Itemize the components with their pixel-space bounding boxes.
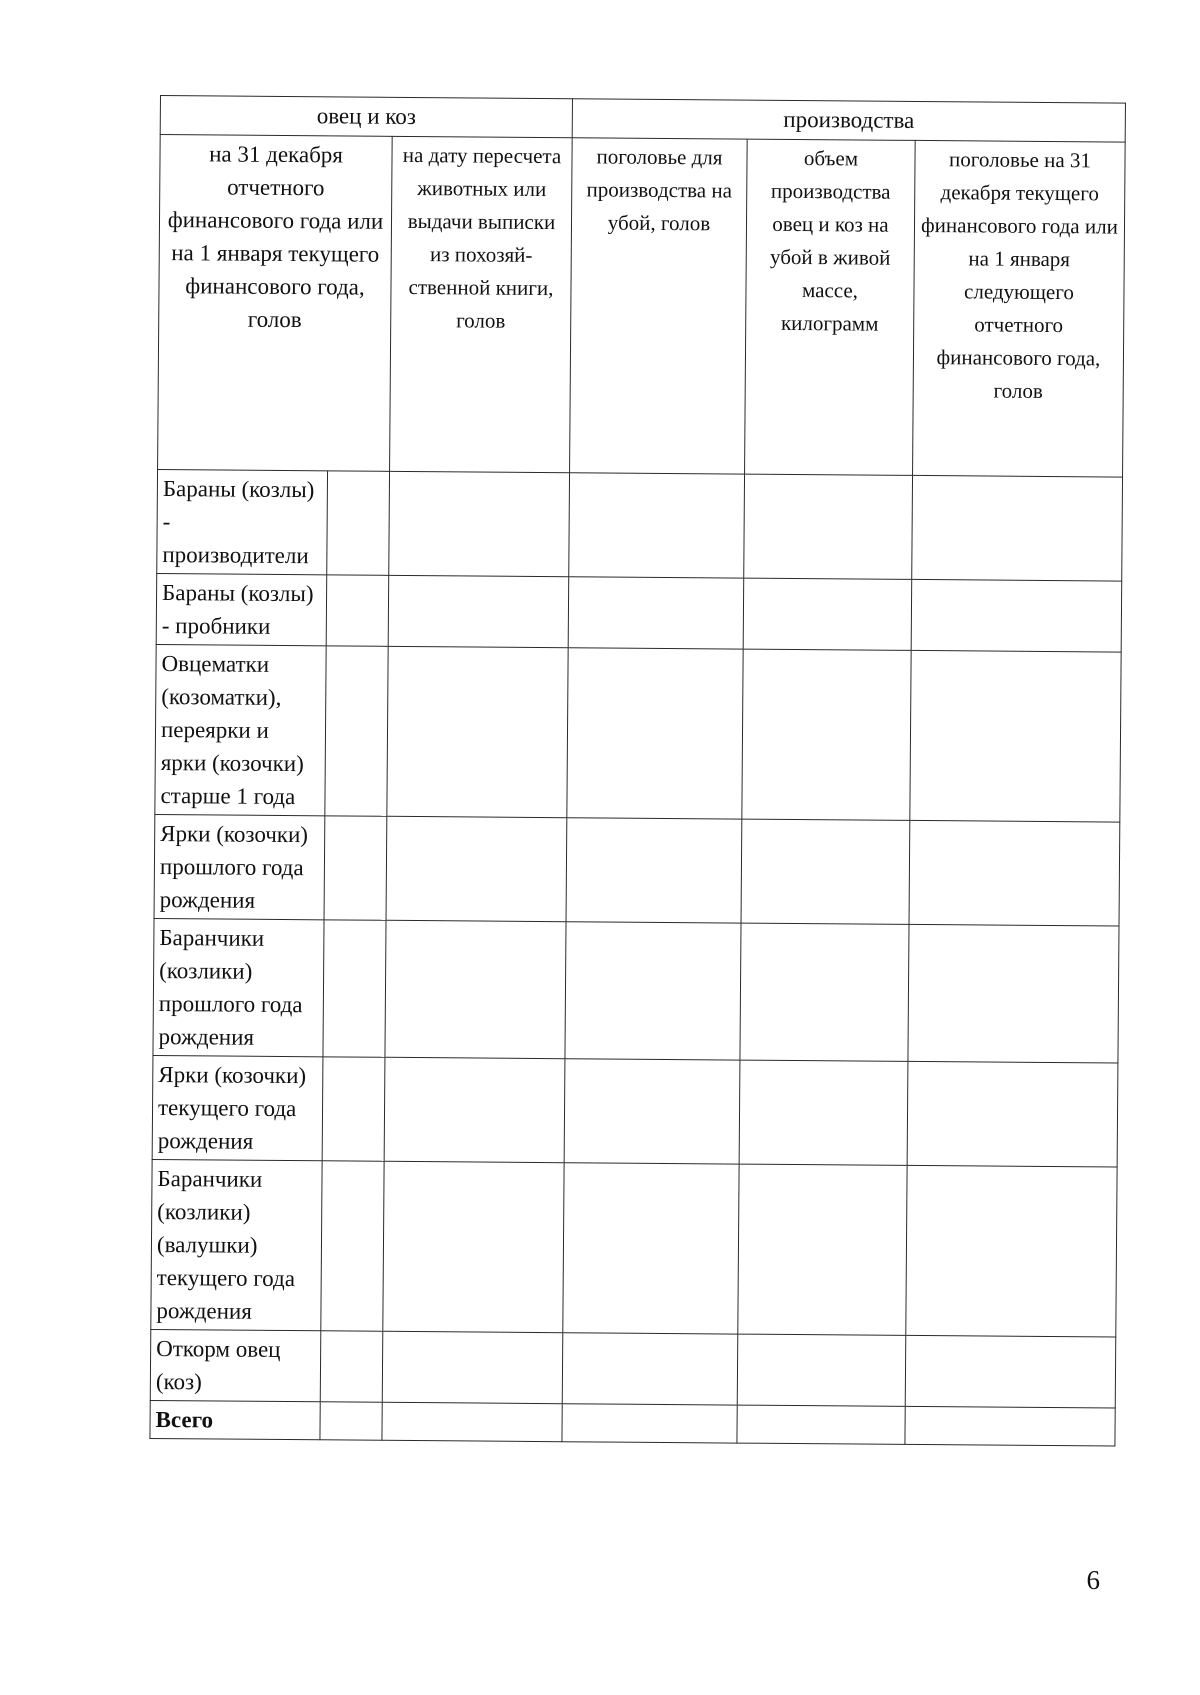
table-row [151, 1159, 1117, 1337]
table-cell[interactable] [387, 646, 568, 817]
row-label: Баранчики (козлики) (валушки) текущего года рождения [151, 1159, 322, 1330]
row-label: Овцематки (козоматки), переярки и ярки (козочки) старше 1 года [155, 644, 326, 815]
table-cell[interactable] [912, 475, 1123, 581]
table-cell[interactable] [321, 1161, 384, 1331]
table-cell[interactable] [737, 1334, 906, 1406]
livestock-table [149, 95, 1126, 1447]
table-cell[interactable] [385, 920, 566, 1058]
row-label: Бараны (козлы) - производители [157, 469, 328, 574]
table-cell[interactable] [563, 1163, 739, 1334]
table-cell[interactable] [568, 577, 744, 649]
table-row [155, 644, 1121, 822]
table-row [157, 469, 1123, 581]
column-header-slaughter-count: поголовье для производства на убой, голов [570, 138, 748, 474]
column-header-row [158, 135, 1126, 478]
table-cell[interactable] [907, 1061, 1118, 1167]
total-row [150, 1400, 1115, 1446]
table-cell[interactable] [384, 1057, 565, 1162]
row-label: Бараны (козлы) - пробники [156, 573, 327, 645]
form-page [149, 95, 1125, 1447]
column-header-end-count: поголовье на 31 декабря текущего финансового года или на 1 января следующего отчетного финансового года, голов [913, 140, 1126, 477]
table-cell[interactable] [320, 1331, 383, 1402]
table-cell[interactable] [741, 819, 910, 924]
table-cell[interactable] [386, 816, 567, 921]
table-row [154, 814, 1120, 926]
table-row [152, 1055, 1118, 1167]
table-cell[interactable] [744, 474, 913, 579]
table-cell[interactable] [909, 820, 1120, 926]
table-cell[interactable] [567, 648, 743, 819]
table-cell[interactable] [910, 650, 1121, 822]
row-label: Ярки (козочки) текущего года рождения [152, 1055, 323, 1160]
table-cell[interactable] [324, 816, 387, 920]
table-cell[interactable] [740, 923, 909, 1061]
table-cell[interactable] [383, 1161, 564, 1332]
table-row [153, 918, 1119, 1063]
table-cell[interactable] [569, 473, 745, 578]
group-header-sheep-goats: овец и коз [160, 96, 572, 138]
table-cell[interactable] [562, 1333, 738, 1405]
table-cell[interactable] [323, 920, 386, 1057]
table-cell[interactable] [743, 578, 912, 650]
row-label: Ярки (козочки) прошлого года рождения [154, 814, 325, 919]
table-row [156, 573, 1122, 652]
table-cell[interactable] [906, 1165, 1117, 1337]
column-header-start-count: на 31 декабря отчетного финансового года или на 1 января текущего финансового года, голов [158, 135, 393, 472]
table-cell[interactable] [562, 1404, 737, 1443]
table-cell[interactable] [322, 1057, 385, 1161]
table-row [150, 1329, 1116, 1408]
table-cell[interactable] [911, 579, 1122, 652]
table-cell[interactable] [382, 1331, 563, 1403]
page-number: 6 [1086, 1565, 1100, 1595]
table-cell[interactable] [320, 1402, 382, 1440]
table-cell[interactable] [908, 924, 1119, 1063]
table-cell[interactable] [327, 471, 390, 575]
column-header-live-weight: объем производства овец и коз на убой в живой массе, килограмм [745, 139, 916, 475]
table-cell[interactable] [905, 1406, 1115, 1446]
table-cell[interactable] [325, 646, 388, 816]
row-label: Откорм овец (коз) [150, 1329, 321, 1401]
total-row-label: Всего [150, 1400, 320, 1439]
row-label: Баранчики (козлики) прошлого года рождения [153, 918, 324, 1056]
table-cell[interactable] [739, 1060, 908, 1165]
table-cell[interactable] [326, 575, 389, 646]
table-cell[interactable] [564, 1059, 740, 1164]
table-cell[interactable] [565, 922, 741, 1060]
table-cell[interactable] [905, 1335, 1116, 1408]
table-cell[interactable] [738, 1164, 907, 1335]
table-cell[interactable] [737, 1405, 905, 1444]
table-cell[interactable] [382, 1402, 562, 1441]
table-cell[interactable] [388, 575, 569, 647]
table-cell[interactable] [389, 471, 570, 576]
table-cell[interactable] [566, 818, 742, 923]
table-cell[interactable] [742, 649, 911, 820]
group-header-production: производства [572, 99, 1125, 142]
column-header-recount-date: на дату пересчета животных или выдачи выписки из похозяй- ственной книги, голов [390, 136, 573, 472]
